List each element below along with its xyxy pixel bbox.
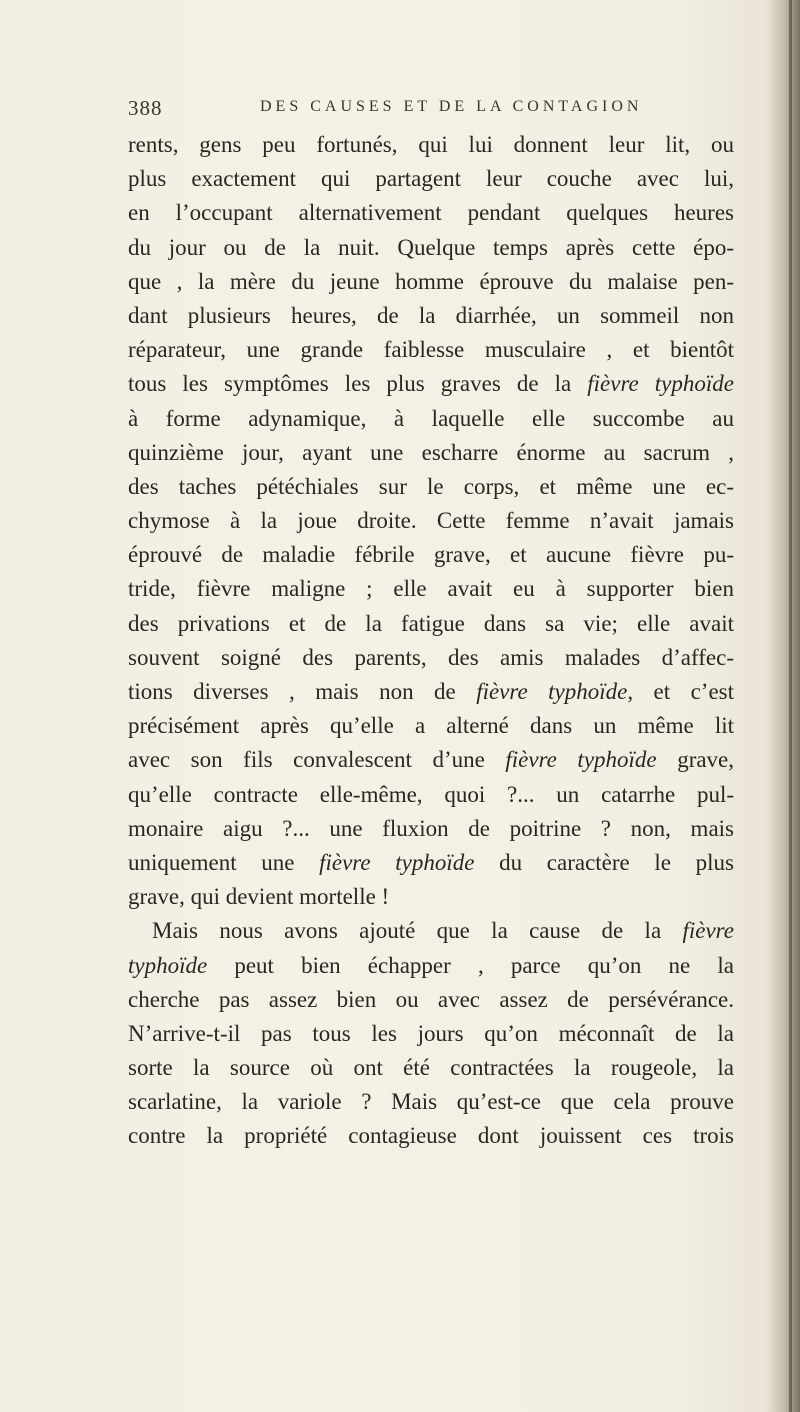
- text-segment: du jour ou de la nuit. Quelque temps après cette épo-: [128, 234, 734, 260]
- page-edge-shadow: [766, 0, 800, 1412]
- text-segment: grave,: [656, 747, 735, 773]
- text-segment: précisément après qu’elle a alterné dans un même lit: [128, 713, 734, 739]
- text-line: [128, 675, 734, 709]
- text-line: [128, 983, 734, 1017]
- text-segment: cherche pas assez bien ou avec assez de persévérance.: [128, 986, 734, 1012]
- text-line: [128, 402, 734, 436]
- text-segment: tions diverses , mais non de: [128, 679, 477, 704]
- text-line: [128, 504, 734, 538]
- text-line: [128, 1051, 734, 1085]
- page-edge-line: [789, 0, 792, 1412]
- text-segment: souvent soigné des parents, des amis malades d’affec-: [128, 644, 734, 670]
- italic-term: fièvre typhoïde: [587, 371, 734, 397]
- text-segment: grave, qui devient mortelle !: [128, 884, 390, 910]
- text-line: [128, 333, 734, 367]
- text-line: [128, 128, 734, 162]
- text-segment: quinzième jour, ayant une escharre énorme au sacrum ,: [128, 439, 734, 465]
- text-line: [128, 470, 734, 504]
- text-segment: plus exactement qui partagent leur couche avec lui,: [128, 166, 734, 192]
- running-title: DES CAUSES ET DE LA CONTAGION: [260, 98, 643, 115]
- italic-term: fièvre: [682, 918, 734, 944]
- text-line: [128, 709, 734, 743]
- text-line: [128, 299, 734, 333]
- italic-term: typhoïde: [128, 952, 208, 978]
- text-line: [128, 572, 734, 606]
- text-line: [128, 641, 734, 675]
- text-segment: du caractère le plus: [474, 849, 734, 875]
- text-line: [128, 743, 734, 777]
- text-segment: contre la propriété contagieuse dont jouissent ces trois: [128, 1123, 734, 1149]
- text-segment: éprouvé de maladie fébrile grave, et aucune fièvre pu-: [128, 542, 734, 568]
- text-segment: chymose à la joue droite. Cette femme n’avait jamais: [128, 508, 734, 534]
- text-line: [128, 846, 734, 880]
- text-line: [128, 367, 734, 401]
- text-segment: scarlatine, la variole ? Mais qu’est-ce que cela prouve: [128, 1089, 734, 1115]
- text-segment: , et c’est: [627, 679, 735, 704]
- text-segment: dant plusieurs heures, de la diarrhée, un sommeil non: [128, 302, 734, 328]
- text-segment: peut bien échapper , parce qu’on ne la: [207, 952, 734, 978]
- page-number: 388: [128, 96, 163, 120]
- text-line: [128, 1119, 734, 1153]
- text-segment: uniquement une: [128, 849, 320, 875]
- text-line: [128, 436, 734, 470]
- text-line: [128, 1085, 734, 1119]
- running-head: [128, 96, 728, 122]
- text-line: [128, 812, 734, 846]
- text-line: [128, 607, 734, 641]
- text-line: [128, 880, 734, 914]
- text-segment: tous les symptômes les plus graves de la: [128, 371, 588, 397]
- text-segment: à forme adynamique, à laquelle elle succombe au: [128, 405, 734, 431]
- text-segment: des privations et de la fatigue dans sa vie; elle avait: [128, 610, 734, 636]
- text-line: [128, 778, 734, 812]
- text-line: [128, 949, 734, 983]
- text-line: [128, 538, 734, 572]
- text-line: [128, 265, 734, 299]
- text-line: [128, 1017, 734, 1051]
- italic-term: fièvre typhoïde: [319, 849, 475, 875]
- text-line: [128, 196, 734, 230]
- text-line: [128, 231, 734, 265]
- text-segment: que , la mère du jeune homme éprouve du malaise pen-: [128, 268, 734, 294]
- text-segment: des taches pétéchiales sur le corps, et même une ec-: [128, 473, 734, 499]
- text-segment: avec son fils convalescent d’une: [128, 747, 506, 773]
- text-segment: Mais nous avons ajouté que la cause de la: [152, 918, 683, 944]
- text-segment: tride, fièvre maligne ; elle avait eu à supporter bien: [128, 576, 734, 602]
- text-segment: réparateur, une grande faiblesse musculaire , et bientôt: [128, 337, 734, 363]
- text-line: [128, 162, 734, 196]
- italic-term: fièvre typhoïde: [476, 679, 628, 704]
- italic-term: fièvre typhoïde: [505, 747, 657, 773]
- body-text: [128, 128, 734, 1154]
- text-segment: sorte la source où ont été contractées la rougeole, la: [128, 1055, 734, 1081]
- text-segment: monaire aigu ?... une fluxion de poitrine ? non, mais: [128, 815, 734, 841]
- text-line: [128, 914, 734, 948]
- text-segment: rents, gens peu fortunés, qui lui donnent leur lit, ou: [128, 132, 734, 157]
- text-segment: N’arrive-t-il pas tous les jours qu’on méconnaît de la: [128, 1020, 734, 1046]
- text-segment: qu’elle contracte elle-même, quoi ?... un catarrhe pul-: [128, 781, 734, 807]
- text-segment: en l’occupant alternativement pendant quelques heures: [128, 200, 734, 226]
